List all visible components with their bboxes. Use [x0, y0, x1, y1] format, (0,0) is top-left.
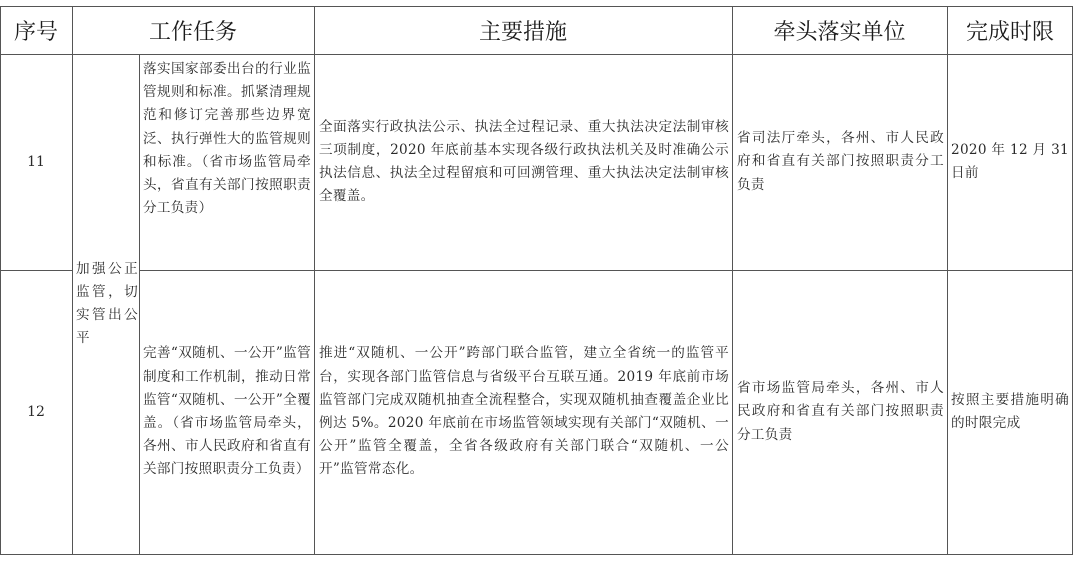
header-measures: 主要措施	[478, 19, 567, 45]
row-12-deadline: 按照主要措施明确的时限完成	[951, 391, 1069, 431]
row-11-measures: 全面落实行政执法公示、执法全过程记录、重大执法决定法制审核三项制度，2020 年底前基本实现各级行政执法机关及时准确公示执法信息、执法全过程留痕和可回溯管理、重大执法决定法制审核全覆盖。	[319, 118, 729, 205]
row-11-lead-unit: 省司法厅牵头，各州、市人民政府和省直有关部门按照职责分工负责	[737, 130, 944, 193]
header-task: 工作任务	[148, 19, 237, 45]
row-11-deadline: 2020 年 12 月 31 日前	[951, 141, 1069, 181]
header-deadline: 完成时限	[965, 19, 1054, 45]
header-seq: 序号	[13, 19, 58, 45]
category-cell: 加强公正监管，切实管出公平	[76, 260, 138, 347]
header-lead-unit: 牵头落实单位	[773, 19, 906, 45]
row-12-lead-unit: 省市场监管局牵头，各州、市人民政府和省直有关部门按照职责分工负责	[737, 380, 944, 443]
row-11-task: 落实国家部委出台的行业监管规则和标准。抓紧清理规范和修订完善那些边界宽泛、执行弹性大的监管规则和标准。（省市场监管局牵头，省直有关部门按照职责分工负责）	[143, 61, 311, 217]
row-12-task: 完善“双随机、一公开”监管制度和工作机制，推动日常监管“双随机、一公开”全覆盖。（省市场监管局牵头，各州、市人民政府和省直有关部门按照职责分工负责）	[143, 345, 311, 478]
row-12-measures: 推进“双随机、一公开”跨部门联合监管，建立全省统一的监管平台，实现各部门监管信息与省级平台互联互通。2019 年底前市场监管部门完成双随机抽查全流程整合，实现双随机抽查覆盖企业比例达 5%。2020 年底前在市场监管领域实现有关部门“双随机、一公开”监管全覆盖，全省各级政府有关部门联合“双随机、一公开”监管常态化。	[319, 345, 729, 478]
row-12-seq: 12	[27, 404, 45, 420]
row-11-seq: 11	[27, 154, 45, 170]
